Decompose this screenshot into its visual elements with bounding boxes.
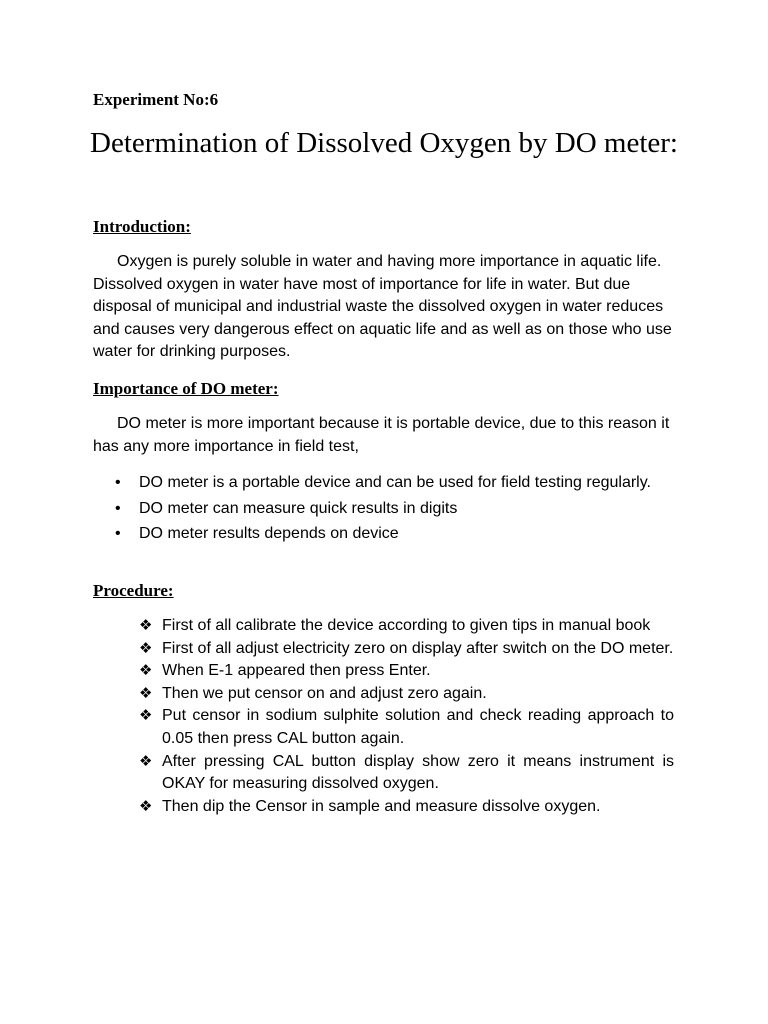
list-item-text: DO meter results depends on device (139, 525, 399, 543)
procedure-step-text: Then we put censor on and adjust zero again. (162, 684, 487, 702)
procedure-step-text: Put censor in sodium sulphite solution and check reading approach to 0.05 then press CAL button again. (162, 707, 674, 747)
bullet-dot-icon: • (115, 525, 121, 543)
diamond-bullet-icon: ❖ (139, 617, 153, 634)
procedure-step-text: First of all calibrate the device according to given tips in manual book (162, 617, 651, 634)
procedure-step (139, 660, 674, 683)
importance-paragraph (93, 413, 674, 458)
list-item (113, 472, 674, 495)
procedure-step (139, 796, 674, 819)
list-item-text: DO meter is a portable device and can be used for field testing regularly. (139, 474, 651, 491)
experiment-number: Experiment No:6 (93, 90, 219, 109)
list-item (113, 523, 674, 546)
diamond-bullet-icon: ❖ (139, 707, 153, 725)
procedure-step (139, 638, 674, 661)
document-title: Determination of Dissolved Oxygen by DO meter: (90, 127, 678, 159)
procedure-step-text: When E-1 appeared then press Enter. (162, 662, 431, 680)
diamond-bullet-icon: ❖ (139, 797, 153, 815)
procedure-heading: Procedure: (93, 581, 174, 600)
procedure-step-text: First of all adjust electricity zero on display after switch on the DO meter. (162, 639, 674, 657)
introduction-paragraph (93, 251, 674, 364)
bullet-dot-icon: • (115, 474, 121, 491)
diamond-bullet-icon: ❖ (139, 639, 153, 657)
list-item-text: DO meter can measure quick results in digits (139, 499, 458, 517)
procedure-step (139, 705, 674, 750)
list-item (113, 498, 674, 521)
importance-text: DO meter is more important because it is portable device, due to this reason it has any more importance in field test, (93, 415, 670, 455)
procedure-step-text: After pressing CAL button display show zero it means instrument is OKAY for measuring dissolved oxygen. (162, 752, 674, 793)
importance-bullet-list (113, 472, 674, 546)
importance-heading: Importance of DO meter: (93, 379, 279, 398)
diamond-bullet-icon: ❖ (139, 684, 153, 702)
introduction-heading: Introduction: (93, 217, 191, 236)
diamond-bullet-icon: ❖ (139, 752, 153, 770)
procedure-step-list (139, 615, 674, 818)
bullet-dot-icon: • (115, 499, 121, 517)
procedure-step (139, 751, 674, 796)
procedure-step (139, 615, 674, 638)
diamond-bullet-icon: ❖ (139, 662, 153, 680)
procedure-step-text: Then dip the Censor in sample and measure dissolve oxygen. (162, 797, 601, 815)
introduction-text: Oxygen is purely soluble in water and having more importance in aquatic life. Dissolved oxygen in water have most of importance for life in water. But due disposal of municipal and industrial waste the dissolved oxygen in water reduces and causes very dangerous effect on aquatic life and as well as on those who use water for drinking purposes. (93, 253, 672, 361)
procedure-step (139, 683, 674, 706)
